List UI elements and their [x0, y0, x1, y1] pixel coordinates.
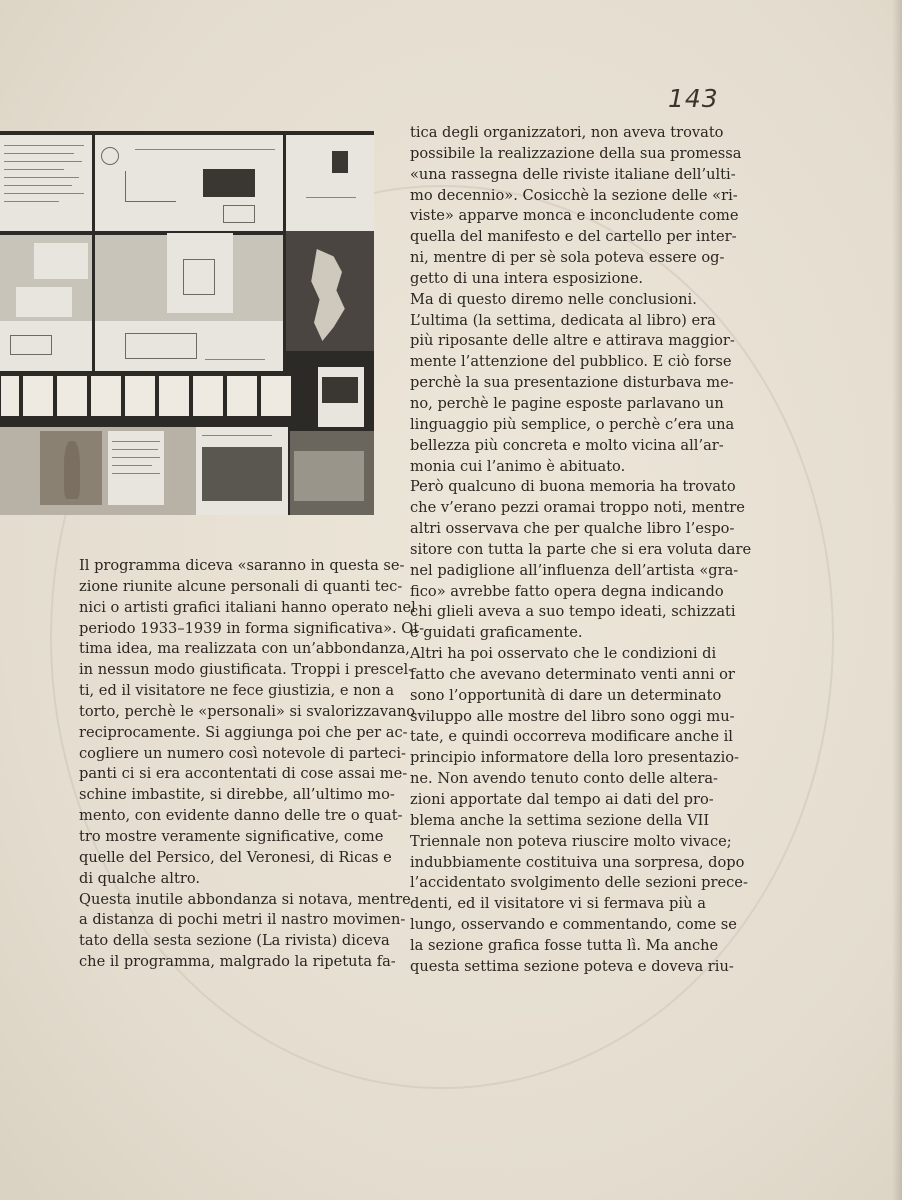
right-text-line: zioni apportate dal tempo ai dati del pro-: [410, 791, 714, 808]
left-text-line: Questa inutile abbondanza si notava, mentre: [79, 890, 411, 908]
exhibition-photograph: [0, 131, 374, 515]
photo-panel: [0, 427, 196, 515]
right-text-line: lungo, osservando e commentando, come se: [410, 916, 737, 934]
right-text-line: sitore con tutta la parte che si era voluta dare: [410, 540, 752, 558]
photo-panel: [95, 321, 283, 371]
right-text-line: ni, mentre di per sè sola poteva essere og-: [410, 249, 725, 267]
left-text-line: cogliere un numero così notevole di parteci-: [79, 744, 406, 762]
left-text-line: periodo 1933–1939 in forma significativa». Ot-: [79, 619, 425, 637]
right-text-line: altri osservava che per qualche libro l’espo-: [410, 520, 735, 538]
right-text-line: la sezione grafica fosse tutta lì. Ma anche: [410, 936, 719, 954]
right-text-line: mente l’attenzione del pubblico. E ciò forse: [410, 353, 732, 371]
right-text-line: Altri ha poi osservato che le condizioni di: [410, 645, 717, 663]
right-text-line: perchè la sua presentazione disturbava me-: [410, 374, 734, 392]
left-text-line: mento, con evidente danno delle tre o quat-: [79, 807, 403, 825]
right-text-line: «una rassegna delle riviste italiane dell’ulti-: [410, 165, 736, 183]
right-text-line: denti, ed il visitatore vi si fermava più a: [410, 895, 706, 913]
right-paragraphs: [410, 123, 752, 978]
right-text-column: [410, 123, 752, 978]
left-text-column: [79, 556, 425, 973]
photo-panel: [95, 135, 283, 231]
left-text-line: tima idea, ma realizzata con un’abbondanza,: [79, 640, 410, 658]
right-text-line: più riposante delle altre e attirava maggior-: [410, 332, 735, 350]
right-text-line: nel padiglione all’influenza dell’artista «gra-: [410, 561, 739, 579]
right-text-line: no, perchè le pagine esposte parlavano un: [410, 394, 724, 412]
left-text-line: zione riunite alcune personali di quanti tec-: [79, 577, 403, 595]
photo-panel: [0, 135, 92, 231]
left-text-line: che il programma, malgrado la ripetuta fa-: [79, 953, 396, 971]
photo-panel: [286, 135, 374, 231]
right-text-line: Ma di questo diremo nelle conclusioni.: [410, 290, 697, 308]
left-text-line: nici o artisti grafici italiani hanno operato nel: [79, 598, 416, 616]
photo-panel: [286, 231, 374, 351]
right-text-line: linguaggio più semplice, o perchè c’era una: [410, 415, 735, 433]
right-text-line: quella del manifesto e del cartello per inter-: [410, 228, 737, 246]
right-text-line: Però qualcuno di buona memoria ha trovato: [410, 478, 736, 496]
right-text-line: L’ultima (la settima, dedicata al libro) era: [410, 311, 716, 329]
left-text-line: a distanza di pochi metri il nastro movimen-: [79, 911, 406, 929]
right-text-line: monia cui l’animo è abituato.: [410, 457, 626, 475]
right-text-line: sono l’opportunità di dare un determinato: [410, 686, 722, 704]
right-text-line: indubbiamente costituiva una sorpresa, dopo: [410, 853, 745, 871]
photo-panel: [95, 235, 283, 335]
left-text-line: Il programma diceva «saranno in questa se-: [79, 557, 405, 574]
right-text-line: tica degli organizzatori, non aveva trovato: [410, 124, 724, 141]
right-text-line: mo decennio». Cosicchè la sezione delle «ri-: [410, 186, 738, 204]
left-text-line: schine imbastite, si direbbe, all’ultimo mo-: [79, 786, 395, 804]
right-text-line: blema anche la settima sezione della VII: [410, 811, 710, 829]
left-paragraphs: [79, 556, 425, 973]
left-text-line: quelle del Persico, del Veronesi, di Ricas e: [79, 848, 392, 866]
left-text-line: in nessun modo giustificata. Troppi i prescel-: [79, 661, 414, 679]
right-text-line: bellezza più concreta e molto vicina all’ar-: [410, 436, 724, 454]
page-edge-shadow: [892, 0, 902, 1200]
right-text-line: che v’erano pezzi oramai troppo noti, mentre: [410, 499, 745, 517]
right-text-line: questa settima sezione poteva e doveva riu-: [410, 957, 734, 975]
right-text-line: e guidati graficamente.: [410, 624, 583, 642]
right-text-line: chi glieli aveva a suo tempo ideati, schizzati: [410, 603, 736, 621]
photo-grid-row: [0, 371, 310, 421]
left-text-line: panti ci si era accontentati di cose assai me-: [79, 765, 408, 783]
right-text-line: viste» apparve monca e inconcludente come: [410, 207, 739, 225]
right-text-line: Triennale non poteva riuscire molto vivace;: [410, 832, 732, 850]
right-text-line: sviluppo alle mostre del libro sono oggi mu-: [410, 707, 735, 725]
left-text-line: tato della sesta sezione (La rivista) diceva: [79, 932, 390, 950]
right-text-line: possibile la realizzazione della sua promessa: [410, 144, 742, 162]
right-text-line: ne. Non avendo tenuto conto delle altera-: [410, 770, 718, 788]
left-text-line: torto, perchè le «personali» si svalorizzavano: [79, 702, 415, 720]
left-text-line: di qualche altro.: [79, 869, 200, 887]
photo-panel: [196, 427, 288, 515]
photo-panel: [0, 321, 92, 371]
right-text-line: fatto che avevano determinato venti anni or: [410, 665, 735, 683]
right-text-line: l’accidentato svolgimento delle sezioni prece-: [410, 874, 748, 892]
left-text-line: tro mostre veramente significative, come: [79, 827, 384, 845]
right-text-line: fico» avrebbe fatto opera degna indicando: [410, 582, 724, 600]
photo-panel: [290, 431, 374, 515]
page-number: 143: [668, 84, 719, 113]
right-text-line: principio informatore della loro presentazio-: [410, 749, 739, 767]
photo-panel: [318, 367, 364, 427]
left-text-line: ti, ed il visitatore ne fece giustizia, e non a: [79, 682, 395, 700]
photo-panel: [0, 235, 92, 335]
right-text-line: tate, e quindi occorreva modificare anche il: [410, 728, 733, 746]
left-text-line: reciprocamente. Si aggiunga poi che per ac-: [79, 723, 408, 741]
right-text-line: getto di una intera esposizione.: [410, 269, 644, 287]
